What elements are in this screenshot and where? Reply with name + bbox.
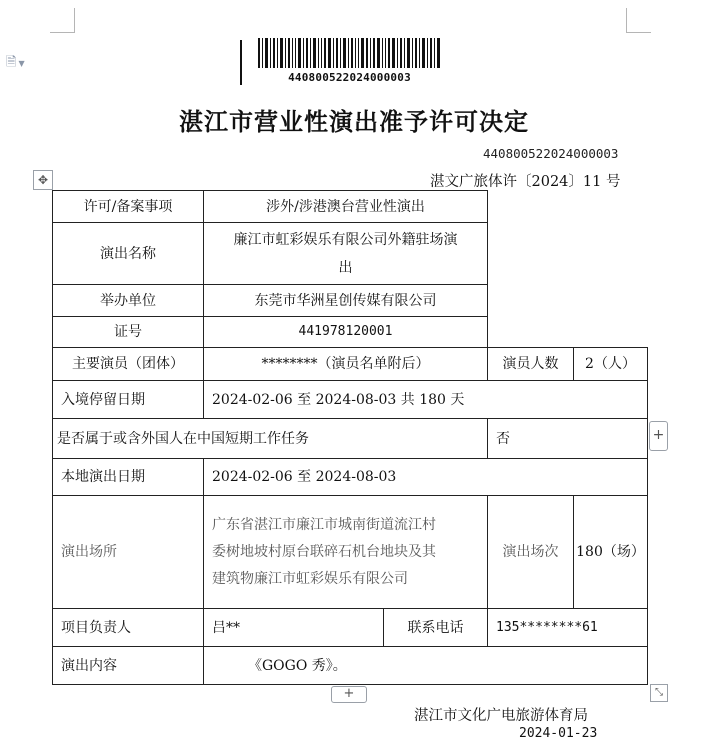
dropdown-arrow-icon: ▼ xyxy=(18,59,25,68)
add-column-icon[interactable]: + xyxy=(649,421,668,451)
label-show-content: 演出内容 xyxy=(61,657,117,674)
add-row-icon[interactable]: + xyxy=(331,686,367,703)
value-show-name xyxy=(204,223,487,284)
label-certificate-no: 证号 xyxy=(114,324,142,340)
show-name-line: 廉江市虹彩娱乐有限公司外籍驻场演 xyxy=(233,231,458,248)
label-short-term-work: 是否属于或含外国人在中国短期工作任务 xyxy=(57,430,309,447)
barcode-number: 440800522024000003 xyxy=(288,71,411,84)
label-entry-stay-dates: 入境停留日期 xyxy=(61,391,145,408)
label-performer-count: 演员人数 xyxy=(502,356,559,372)
label-contact-phone: 联系电话 xyxy=(407,619,464,636)
move-icon[interactable]: ✥ xyxy=(33,170,53,190)
page-corner-mark xyxy=(50,8,75,33)
value-contact-phone: 135********61 xyxy=(496,619,598,635)
label-permit-item: 许可/备案事项 xyxy=(83,198,173,215)
venue-line: 委树地坡村原台联碎石机台地块及其 xyxy=(212,543,436,560)
label-sessions: 演出场次 xyxy=(502,544,559,560)
license-number: 湛文广旅体许〔2024〕11 号 xyxy=(430,174,621,190)
page-corner-mark xyxy=(626,8,651,33)
document-icon[interactable]: 🗎 ▼ xyxy=(6,55,25,70)
value-local-show-dates: 2024-02-06 至 2024-08-03 xyxy=(212,469,397,485)
value-entry-stay-dates: 2024-02-06 至 2024-08-03 共 180 天 xyxy=(212,391,465,408)
label-main-performers: 主要演员（团体） xyxy=(72,356,184,372)
value-venue xyxy=(204,496,487,608)
venue-line: 广东省湛江市廉江市城南街道流江村 xyxy=(212,516,436,533)
value-main-performers: ********（演员名单附后） xyxy=(261,356,430,372)
value-project-leader: 吕** xyxy=(212,619,240,636)
show-name-line: 出 xyxy=(338,259,353,276)
document-number: 440800522024000003 xyxy=(483,146,619,161)
label-show-name: 演出名称 xyxy=(100,245,156,262)
label-project-leader: 项目负责人 xyxy=(61,619,131,636)
value-sessions: 180（场） xyxy=(576,544,645,560)
value-short-term-work: 否 xyxy=(496,430,510,447)
value-certificate-no: 441978120001 xyxy=(298,324,393,339)
value-show-content: 《GOGO 秀》。 xyxy=(248,657,347,674)
document-title: 湛江市营业性演出准予许可决定 xyxy=(179,107,529,136)
value-organizer: 东莞市华洲星创传媒有限公司 xyxy=(254,292,437,309)
resize-icon[interactable]: ⤡ xyxy=(650,684,668,702)
label-local-show-dates: 本地演出日期 xyxy=(61,469,145,485)
value-performer-count: 2（人） xyxy=(585,356,636,372)
venue-line: 建筑物廉江市虹彩娱乐有限公司 xyxy=(212,570,408,587)
value-permit-item: 涉外/涉港澳台营业性演出 xyxy=(266,198,425,215)
issuing-authority: 湛江市文化广电旅游体育局 xyxy=(414,708,588,724)
label-venue: 演出场所 xyxy=(61,544,117,560)
issue-date: 2024-01-23 xyxy=(519,726,598,741)
label-organizer: 举办单位 xyxy=(100,292,156,309)
